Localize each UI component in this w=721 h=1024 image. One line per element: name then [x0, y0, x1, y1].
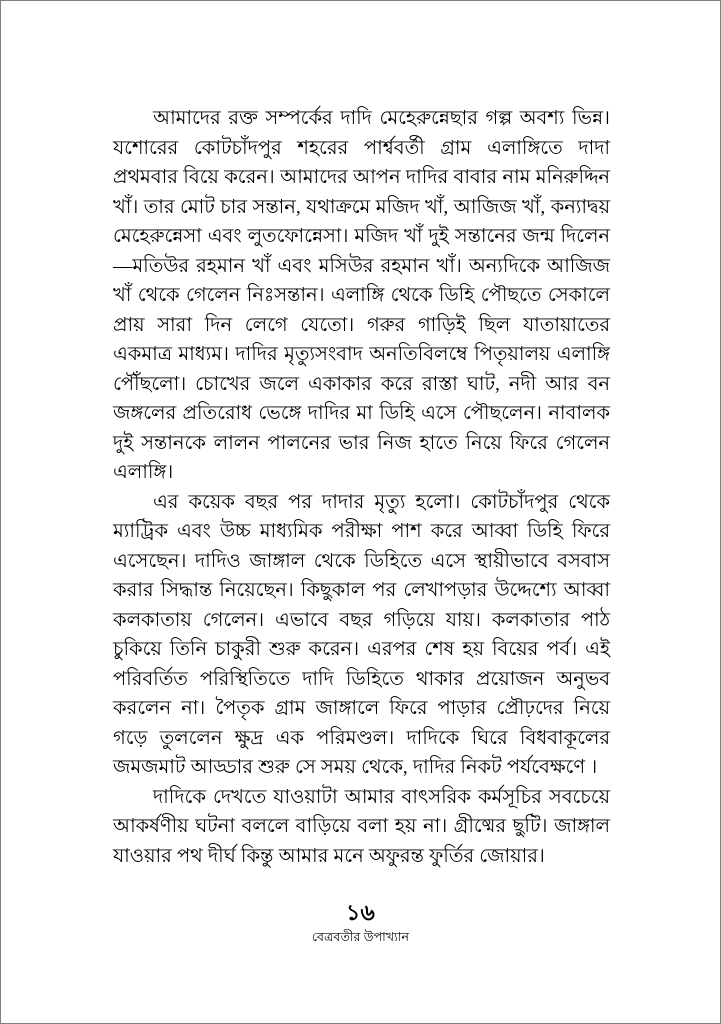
paragraph: আমাদের রক্ত সম্পর্কের দাদি মেহেরুন্নেছার গল্প অবশ্য ভিন্ন। যশোরের কোটচাঁদপুর শহরের পার্শ্ববর্তী গ্রাম এলাঙ্গিতে দাদা প্রথমবার বিয়ে করেন। আমাদের আপন দাদির বাবার নাম মনিরুদ্দিন খাঁ। তার মোট চার সন্তান, যথাক্রমে মজিদ খাঁ, আজিজ খাঁ, কন্যাদ্বয় মেহেরুন্নেসা এবং লুতফোন্নেসা। মজিদ খাঁ দুই সন্তানের জন্ম দিলেন—মতিউর রহমান খাঁ এবং মসিউর রহমান খাঁ। অন্যদিকে আজিজ খাঁ থেকে গেলেন নিঃসন্তান। এলাঙ্গি থেকে ডিহি পৌছতে সেকালে প্রায় সারা দিন লেগে যেতো। গরুর গাড়িই ছিল যাতায়াতের একমাত্র মাধ্যম। দাদির মৃত্যুসংবাদ অনতিবিলম্বে পিতৃয়ালয় এলাঙ্গি পৌঁছলো। চোখের জলে একাকার করে রাস্তা ঘাট, নদী আর বন জঙ্গলের প্রতিরোধ ভেঙ্গে দাদির মা ডিহি এসে পৌছলেন। নাবালক দুই সন্তানকে লালন পালনের ভার নিজ হাতে নিয়ে ফিরে গেলেন এলাঙ্গি।: [113, 108, 610, 483]
body-text: [113, 104, 610, 871]
page-number: ১৬: [345, 900, 376, 925]
page-footer: [1, 900, 720, 946]
page-text-block: [113, 104, 610, 871]
paragraph: এর কয়েক বছর পর দাদার মৃত্যু হলো। কোটচাঁদপুর থেকে ম্যাট্রিক এবং উচ্চ মাধ্যমিক পরীক্ষা পাশ করে আব্বা ডিহি ফিরে এসেছেন। দাদিও জাঙ্গাল থেকে ডিহিতে এসে স্থায়ীভাবে বসবাস করার সিদ্ধান্ত নিয়েছেন। কিছুকাল পর লেখাপড়ার উদ্দেশ্যে আব্বা কলকাতায় গেলেন। এভাবে বছর গড়িয়ে যায়। কলকাতার পাঠ চুকিয়ে তিনি চাকুরী শুরু করেন। এরপর শেষ হয় বিয়ের পর্ব। এই পরিবর্তিত পরিস্থিতিতে দাদি ডিহিতে থাকার প্রয়োজন অনুভব করলেন না। পৈতৃক গ্রাম জাঙ্গালে ফিরে পাড়ার প্রৌঢ়দের নিয়ে গড়ে তুললেন ক্ষুদ্র এক পরিমণ্ডল। দাদিকে ঘিরে বিধবাকূলের জমজমাট আড্ডার শুরু সে সময় থেকে, দাদির নিকট পর্যবেক্ষণে ।: [113, 491, 610, 778]
book-title: বেত্রবতীর উপাখ্যান: [311, 930, 410, 944]
paragraph: দাদিকে দেখতে যাওয়াটা আমার বাৎসরিক কর্মসূচির সবচেয়ে আকর্ষণীয় ঘটনা বললে বাড়িয়ে বলা হয় না। গ্রীষ্মের ছুটি। জাঙ্গাল যাওয়ার পথ দীর্ঘ কিন্তু আমার মনে অফুরন্ত ফুর্তির জোয়ার।: [113, 786, 610, 867]
